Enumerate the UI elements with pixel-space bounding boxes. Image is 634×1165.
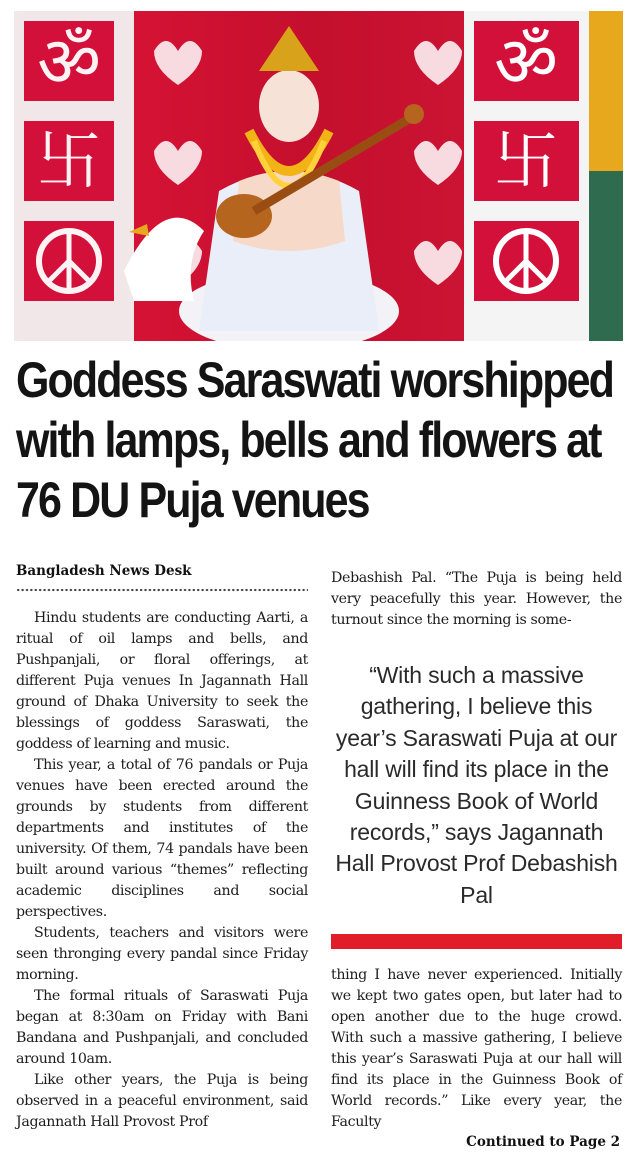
paragraph: thing I have never experienced. Initially we kept two gates open, but later had to open another due to the huge crowd. With such a massive gathering, I believe this year’s Saraswati Puja at our hall will find its place in the Guinness Book of World records.” Like every year, the Faculty (331, 967, 622, 1130)
article-column-1 (16, 608, 308, 1133)
pull-quote: “With such a massive gathering, I believe this year’s Saraswati Puja at our hall will find its place in the Guinness Book of World records,” says Jagannath Hall Provost Prof Debashish Pal (335, 662, 618, 908)
article-column-2-bottom (331, 965, 622, 1133)
headline (16, 350, 628, 530)
paragraph: Debashish Pal. “The Puja is being held very peacefully this year. However, the turnout since the morning is some- (331, 570, 622, 628)
byline: Bangladesh News Desk (16, 563, 192, 579)
paragraph: This year, a total of 76 pandals or Puja venues have been erected around the grounds by students from different departments and institutes of the university. Of them, 74 pandals have been built around various “themes” reflecting academic disciplines and social perspectives. (16, 757, 308, 920)
paragraph: The formal rituals of Saraswati Puja began at 8:30am on Friday with Bani Bandana and Pushpanjali, and concluded around 10am. (16, 988, 308, 1067)
svg-text:卐: 卐 (494, 125, 558, 199)
paragraph: Like other years, the Puja is being observed in a peaceful environment, said Jagannath Hall Provost Prof (16, 1072, 308, 1130)
svg-text:ॐ: ॐ (494, 21, 558, 103)
svg-text:ॐ: ॐ (37, 21, 101, 103)
headline-line-3: 76 DU Puja venues (16, 472, 369, 528)
red-divider-bar (331, 934, 622, 949)
svg-text:卐: 卐 (37, 125, 101, 199)
article-column-2-top (331, 568, 622, 631)
paragraph: Hindu students are conducting Aarti, a ritual of oil lamps and bells, and Pushpanjali, or floral offerings, at different Puja venues In Jagannath Hall ground of Dhaka University to seek the blessings of goddess Saraswati, the goddess of learning and music. (16, 610, 308, 752)
photo-illustration (14, 11, 623, 341)
headline-line-2: with lamps, bells and flowers at (16, 412, 601, 468)
dotted-divider (16, 588, 308, 592)
continued-to-page-link[interactable]: Continued to Page 2 (466, 1134, 620, 1150)
saraswati-idol-photo (14, 11, 623, 341)
paragraph: Students, teachers and visitors were seen thronging every pandal since Friday morning. (16, 925, 308, 983)
headline-line-1: Goddess Saraswati worshipped (16, 352, 613, 408)
